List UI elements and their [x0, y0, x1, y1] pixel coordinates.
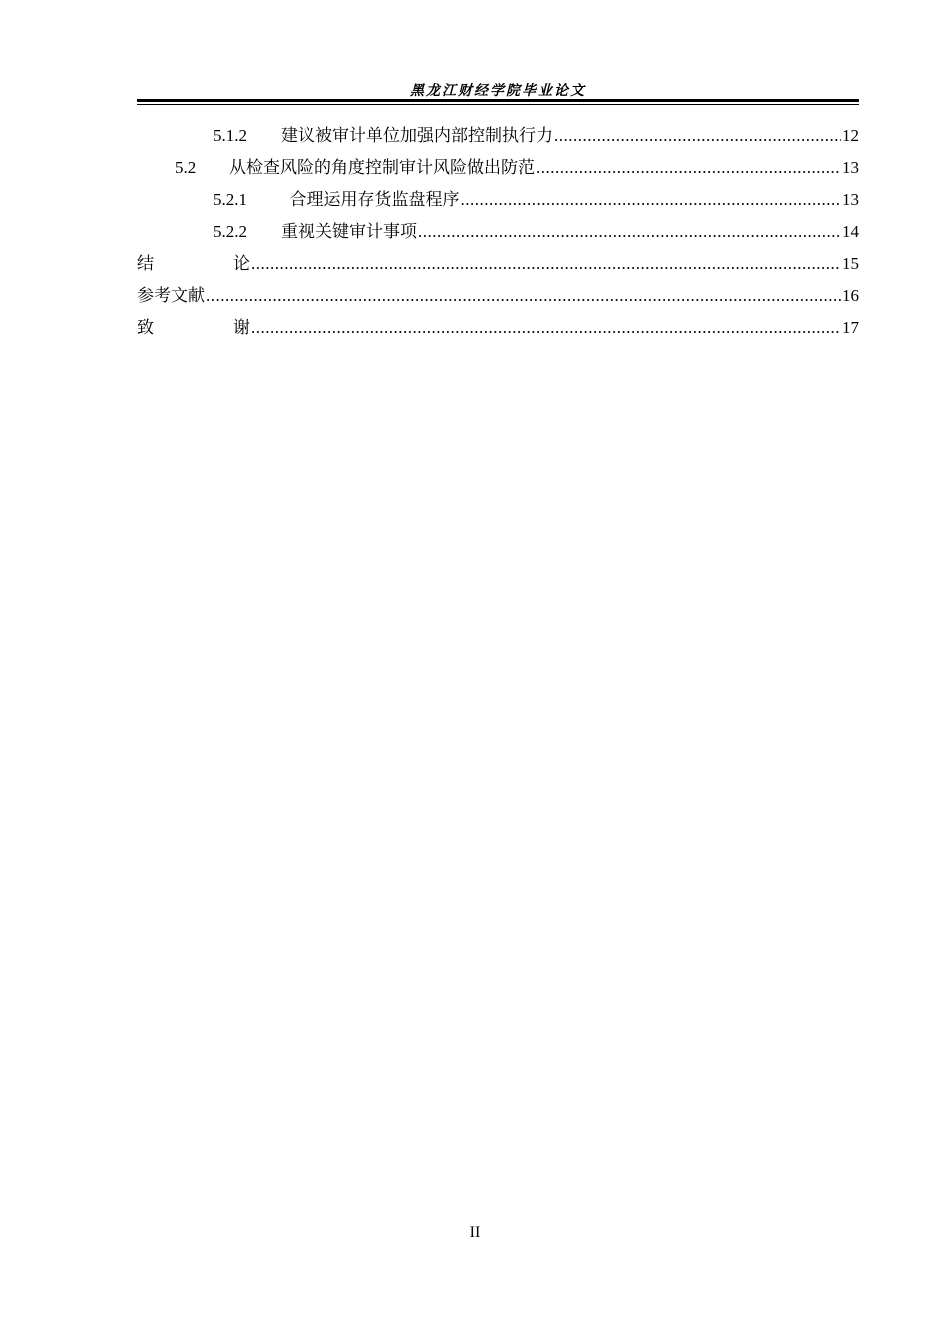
toc-dot-leader [251, 312, 841, 344]
toc-dot-leader [554, 120, 841, 152]
toc-entry-page: 14 [842, 222, 859, 241]
toc-entry-page: 15 [842, 254, 859, 273]
toc-entry-5-1-2[interactable] [137, 120, 859, 152]
toc-entry-5-2-1[interactable] [137, 184, 859, 216]
toc-entry-number: 5.2.2 [213, 222, 247, 241]
toc-entry-page: 13 [842, 190, 859, 209]
toc-dot-leader [251, 248, 841, 280]
page-number: II [469, 1224, 481, 1241]
toc-entry-page: 13 [842, 158, 859, 177]
toc-entry-references[interactable] [137, 280, 859, 312]
toc-entry-number: 5.2.1 [213, 190, 247, 209]
toc-entry-title: 合理运用存货监盘程序 [281, 190, 460, 209]
toc-entry-acknowledgements[interactable] [137, 312, 859, 344]
toc-entry-number: 5.2 [175, 158, 197, 177]
toc-entry-5-2[interactable] [137, 152, 859, 184]
toc-entry-page: 16 [842, 286, 859, 305]
toc-dot-leader [206, 280, 841, 312]
toc-entry-5-2-2[interactable] [137, 216, 859, 248]
toc-entry-title: 参考文献 [137, 286, 205, 305]
header-rule-thin [137, 104, 859, 105]
toc-entry-title: 从检查风险的角度控制审计风险做出防范 [229, 158, 535, 177]
toc-entry-title: 致谢 [137, 318, 250, 337]
toc-entry-page: 12 [842, 126, 859, 145]
toc-dot-leader [418, 216, 841, 248]
toc-entry-title: 重视关键审计事项 [281, 222, 417, 241]
toc-entry-conclusion[interactable] [137, 248, 859, 280]
toc-entry-number: 5.1.2 [213, 126, 247, 145]
toc-entry-title: 结论 [137, 254, 250, 273]
table-of-contents [137, 120, 859, 344]
header-rule-thick [137, 99, 859, 102]
toc-entry-page: 17 [842, 318, 859, 337]
toc-dot-leader [536, 152, 841, 184]
toc-entry-title: 建议被审计单位加强内部控制执行力 [281, 126, 553, 145]
toc-dot-leader [461, 184, 842, 216]
running-header-title: 黑龙江财经学院毕业论文 [410, 84, 586, 99]
